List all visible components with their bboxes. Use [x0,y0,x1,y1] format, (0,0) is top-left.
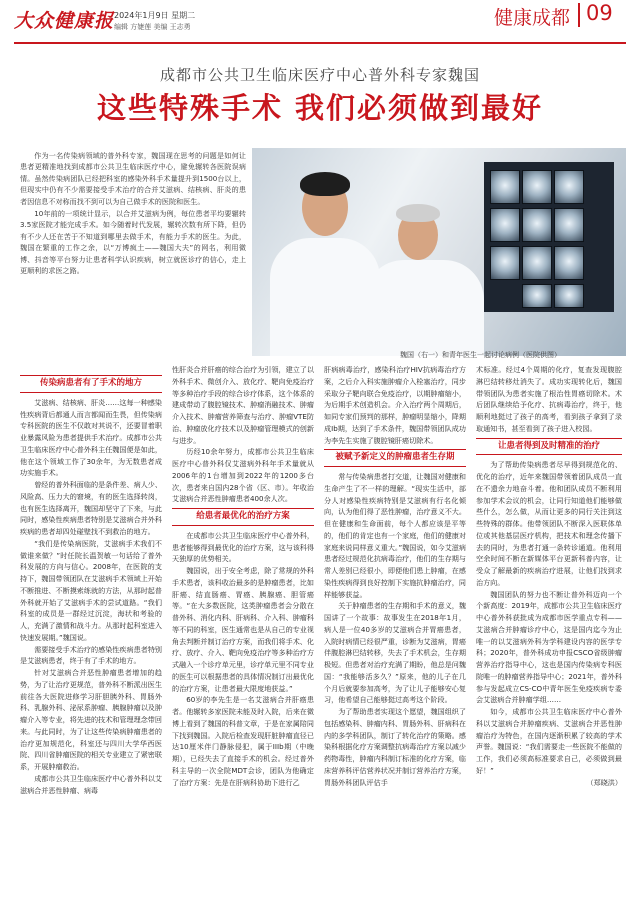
body-paragraph: 关于肿瘤患者的生存期和手术的意义，魏国讲了一个故事：故事发生在2018年1月，病人是一位40多岁的艾滋病合并胃癌患者，入院时病情已经很严重，诊断为艾滋病，胃癌伴腹腔淋巴结转移，失去了手术机会，生存期极短。但患者对治疗充满了期盼，他总是问魏国：“我能够活多久？”原来，他的儿子在几个月后就要参加高考，为了让儿子能够安心复习，他希望自己能够挺过高考这个阶段。 [324,601,466,705]
issue-date: 2024年1月9日 星期二 [114,11,196,20]
editor-credits: 编辑 方婕莲 美编 王志勇 [114,23,191,31]
intro-paragraph: 10年前的一项统计显示，以合并艾滋病为例，每位患者平均要辗转3.5家医院才能完成手术。如今随着时代发展，辗转次数有所下降，但仍有不少人还在苦于不知道到哪里去做手术，有能力手术的医生。为此，魏国在繁重的工作之余，以“万博疯土——魏国大夫”的网名，利用微博、抖音等平台努力让患者科学认识疾病，树立就医诊疗的信心，走上更顺利的求医之路。 [20,209,246,276]
page-number: 09 [586,1,613,25]
article-intro [20,150,246,360]
body-paragraph: 为了帮助传染病患者尽早得到规范化的、优化的治疗，近年来魏国带领着团队成员一直在不遗余力地奋斗着。他和团队成员不断利用参加学术会议的机会，让同行知道他们能够做些什么，怎么做，从而让更多的同行关注到这些特殊的群体。他带领团队不断深入医联体单位或其他基层医疗机构，把技术和理念传播下去的同时，为患者打通一条转诊通道。他利用空余时间不断在新媒体平台更新科普内容，让受众了解最新的疾病治疗进展，让他们找到求治方向。 [476,460,622,587]
intro-paragraph: 作为一名传染病领域的普外科专家，魏国现在思考的问题是如何让患者更精准地找到成都市公共卫生临床医疗中心，避免辗转各医院误病情。虽然传染病团队已经把科室的感染外科手术量提升到1500台以上，但现实中仍有不少需要接受手术治疗的合并艾滋病、结核病、肝炎的患者因信息不对称而找不到可以为自己做手术的医院和医生。 [20,151,246,206]
body-paragraph: 曾经的普外科面临的是条件差、病人少、风险高、压力大的窘境，有的医生选择转岗，也有医生选择离开，魏国却坚守了下来，与此同时，感染性疾病患者特别是艾滋病合并外科疾病的患者却四处碰壁找不到救治的地方。 [20,480,162,536]
article-column-4 [476,364,622,788]
article-column-3 [324,364,466,788]
newspaper-logo: 大众健康报 [14,10,115,32]
section-subhead: 给患者最优化的治疗方案 [172,508,314,526]
article-column-2 [172,364,314,788]
body-paragraph: 成都市公共卫生临床医疗中心普外科以艾滋病合并恶性肿瘤、病毒 [20,773,162,795]
body-paragraph: 历经10余年努力，成都市公共卫生临床医疗中心普外科仅艾滋病外科年手术量就从2006年的1台增加到2022年的1200多台次，患者来自国内28个省（区、市）。年收治艾滋病合并恶性肿瘤患者400余人次。 [172,447,314,504]
doctor-hair [300,172,350,196]
section-divider [578,3,580,27]
body-paragraph: 需要接受手术治疗的感染性疾病患者特别是艾滋病患者，终于有了手术的地方。 [20,644,162,666]
body-paragraph: 术标准。经过4个周期的化疗，复查发现腹腔淋巴结转移灶消失了。成功实现转化后，魏国带领团队为患者实施了根治性胃癌切除术。术后团队继续给予化疗、抗病毒治疗，终于，他顺利地挺过了孩子的高考，看到孩子拿到了录取通知书，甚至看到了孩子进入校园。 [476,365,622,433]
article-kicker: 成都市公共卫生临床医疗中心普外科专家魏国 [159,66,480,84]
body-paragraph: 在成都市公共卫生临床医疗中心普外科，患者能够得到最优化的治疗方案，这与该科得天独厚的优势相关。 [172,530,314,564]
doctor-hair [396,204,440,222]
masthead-rule [14,42,626,44]
article-photo [252,148,626,356]
body-paragraph: 艾滋病、结核病、肝炎……这每一种感染性疾病背后都通人而言都闻而生畏，但传染病专科医院的医生不仅敢对其说不，还要冒着职业暴露风险为患者提供手术治疗。成都市公共卫生临床医疗中心普外科主任魏国便是如此，他在这个领域工作了30余年，为无数患者成功实施手术。 [20,397,162,478]
body-paragraph: 如今，成都市公共卫生临床医疗中心普外科以艾滋病合并肿瘤疾病、艾滋病合并恶性肿瘤治疗为特色，在国内逐渐积累了较高的学术声誉。魏国说：“我们需要走一些医院不能做的工作，我们必须高标准要求自己，必须做到最好！” [476,707,622,775]
section-subhead: 传染病患者有了手术的地方 [20,375,162,393]
body-paragraph: 为了帮助患者实现这个愿望，魏国组织了包括感染科、肿瘤内科、胃肠外科、肝病科在内的多学科团队，制订了转化治疗的策略。感染科根据化疗方案调整抗病毒治疗方案以减少药物毒性，肿瘤内科制订标准的化疗方案，临床营养科评估营养状况并制订营养治疗方案，胃肠外科团队评估手 [324,707,466,787]
body-paragraph: 肝病病毒治疗，感染科治疗HIV抗病毒治疗方案，之后介入科实施肿瘤介入栓塞治疗，同步采取分子靶向联合免疫治疗，以期肿瘤缩小，为后期手术创造机会。介入治疗两个周期后，如同专家们预判的那样，肿瘤明显缩小，降期成Ⅰb期，达到了手术条件，魏国带领团队成功为李先生实施了腹腔镜肝癌切除术。 [324,365,466,445]
section-title: 健康成都 [494,7,571,29]
xray-viewer [484,162,614,312]
author-byline: （郑晓洪） [586,777,622,787]
article-column-1 [20,372,162,796]
body-paragraph: 性肝炎合并肝癌的综合治疗为引领，建立了以外科手术、微创介入、放化疗、靶向免疫治疗等多种治疗手段的综合诊疗体系，这个体系的建成带动了腹腔镜技术、肿瘤消融技术、肿瘤介入技术、肿瘤营养筛查与治疗、肿瘤VTE防治、肿瘤放化疗技术以及肿瘤管理模式的创新与进步。 [172,365,314,445]
section-subhead: 让患者得到及时精准的治疗 [476,438,622,456]
section-subhead: 被赋予新定义的肿瘤患者生存期 [324,449,466,467]
body-paragraph: “我们是传染病医院，艾滋病手术我们不做谁来做？”时任院长温贺敏一句话给了普外科发展的方向与信心。2008年，在医院的支持下，魏国带领团队在艾滋病手术领域上开始不断推进、不断摸索练就的方法，从那时起普外科就开始了艾滋病手术的尝试道路。“我们科室的成员是一群经过沉淀，海状和考验的人，充满了激情和战斗力。从那时起科室进入快速发展期。”魏国说。 [20,538,162,642]
body-paragraph: 魏国团队的努力也不断让普外科迈向一个个新高度：2019年，成都市公共卫生临床医疗中心普外科获批成为成都市医学重点专科——艾滋病合并肿瘤诊疗中心，这是国内迄今为止唯一的以艾滋病外科为学科建设内容的医学专科；2020年，普外科成功申报CSCO省级肿瘤营养治疗指导中心，这也是国内传染病专科医院唯一的肿瘤营养指导中心；2021年，普外科参与发起成立CS-CO中青年医生免疫疾病专委会艾滋病合并肿瘤学组…… [476,589,622,705]
body-paragraph: 魏国说，出于安全考虑，除了常规的外科手术患者，该科收治最多的是肿瘤患者，比如肝癌、结直肠癌、胃癌、胰腺癌、胆管癌等。“在大多数医院，这类肿瘤患者会分散在普外科、消化内科、肝病科、介入科、肿瘤科等不同的科室，医生通常也是从自己的专业视角去判断并制订治疗方案，而我们将手术、化疗、放疗、介入、靶向免疫治疗等多种治疗方式融入一个诊疗单元里，诊疗单元里不同专业的医生可以根据患者的具体情况制订出最优化的治疗方案，让患者最大限度地获益。” [172,566,314,693]
photo-caption: 魏国（右一）和青年医生一起讨论病例（医院供图） [400,351,561,359]
body-paragraph: 针对艾滋病合并恶性肿瘤患者增加的趋势，为了让治疗更规范，普外科不断派出医生前往各大医院进修学习肝胆胰外科、胃肠外科、乳腺外科、泌尿系肿瘤、胰腺肿瘤以及肿瘤介入等专业，将先进的技术和管理理念带回来。与此同时，为了让这些传染病肿瘤患者的治疗更加规范化，科室还与四川大学华西医院、四川省肿瘤医院的相关专业建立了紧密联系，开展肿瘤救治。 [20,668,162,771]
article-headline: 这些特殊手术 我们必须做到最好 [96,91,544,125]
doctor-figure [364,260,484,356]
body-paragraph: 常与传染病患者打交道，让魏国对健康和生命产生了不一样的理解。“现实生活中，部分人对感染性疾病特别是艾滋病有行名化倾向，认为他们得了恶性肿瘤，治疗意义不大。但在健康和生命面前，每个人都应该是平等的，他们的肯定也有一个家庭，他们的健康对家庭来说同样意义重大。”魏国说，如今艾滋病患者经过规范化抗病毒治疗，他们的生存期与常人差别已经很小，即便他们患上肿瘤，在感染性疾病得到良好控制下实施抗肿瘤治疗，同样能够获益。 [324,472,466,599]
body-paragraph: 60岁的李先生是一名艾滋病合并肝癌患者。他辗转多家医院未能及时入院，后来在微博上看到了魏国的科普文章，于是在家属陪同下找到魏国。入院后检查发现肝脏肿瘤直径已达10厘米伴门静脉侵犯，属于IIIb期（中晚期），已经失去了直接手术的机会。经过普外科主导的一次全院MDT会诊，团队为他确定了治疗方案：先是在肝病科协助下进行乙 [172,695,314,787]
